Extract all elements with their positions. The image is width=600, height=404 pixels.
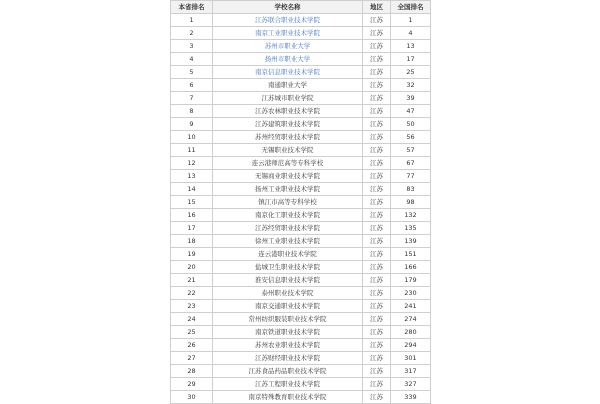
region-cell: 江苏 (363, 339, 391, 352)
table-row (171, 222, 431, 235)
table-row (171, 157, 431, 170)
rank-cell: 6 (171, 79, 213, 92)
national-rank-cell: 179 (391, 274, 431, 287)
rank-cell: 14 (171, 183, 213, 196)
region-cell: 江苏 (363, 92, 391, 105)
region-cell: 江苏 (363, 274, 391, 287)
region-cell: 江苏 (363, 14, 391, 27)
rank-cell: 17 (171, 222, 213, 235)
national-rank-cell: 132 (391, 209, 431, 222)
national-rank-cell: 301 (391, 352, 431, 365)
school-name-cell: 苏州农业职业技术学院 (213, 339, 363, 352)
rank-cell: 4 (171, 53, 213, 66)
school-name-link[interactable]: 江苏联合职业技术学院 (213, 14, 363, 27)
national-rank-cell: 50 (391, 118, 431, 131)
table-row (171, 196, 431, 209)
national-rank-cell: 77 (391, 170, 431, 183)
region-cell: 江苏 (363, 53, 391, 66)
table-row (171, 248, 431, 261)
table-row (171, 27, 431, 40)
region-cell: 江苏 (363, 378, 391, 391)
region-cell: 江苏 (363, 248, 391, 261)
national-rank-cell: 47 (391, 105, 431, 118)
table-row (171, 261, 431, 274)
school-name-cell: 泰州职业技术学院 (213, 287, 363, 300)
rank-cell: 27 (171, 352, 213, 365)
table-row (171, 131, 431, 144)
table-row (171, 53, 431, 66)
rank-cell: 13 (171, 170, 213, 183)
region-cell: 江苏 (363, 196, 391, 209)
table-row (171, 183, 431, 196)
ranking-table-container (170, 0, 430, 404)
national-rank-cell: 241 (391, 300, 431, 313)
region-cell: 江苏 (363, 183, 391, 196)
rank-cell: 26 (171, 339, 213, 352)
rank-cell: 8 (171, 105, 213, 118)
rank-cell: 20 (171, 261, 213, 274)
rank-cell: 11 (171, 144, 213, 157)
rank-cell: 7 (171, 92, 213, 105)
table-row (171, 79, 431, 92)
rank-cell: 22 (171, 287, 213, 300)
school-name-link[interactable]: 苏州市职业大学 (213, 40, 363, 53)
region-cell: 江苏 (363, 66, 391, 79)
national-rank-cell: 98 (391, 196, 431, 209)
school-name-link[interactable]: 扬州市职业大学 (213, 53, 363, 66)
national-rank-cell: 166 (391, 261, 431, 274)
national-rank-cell: 135 (391, 222, 431, 235)
table-row (171, 300, 431, 313)
national-rank-cell: 57 (391, 144, 431, 157)
school-name-cell: 扬州工业职业技术学院 (213, 183, 363, 196)
school-name-cell: 苏州经贸职业技术学院 (213, 131, 363, 144)
table-row (171, 235, 431, 248)
rank-cell: 5 (171, 66, 213, 79)
school-name-cell: 江苏建筑职业技术学院 (213, 118, 363, 131)
table-row (171, 66, 431, 79)
school-name-cell: 南通职业大学 (213, 79, 363, 92)
national-rank-cell: 83 (391, 183, 431, 196)
table-row (171, 40, 431, 53)
table-row (171, 209, 431, 222)
region-cell: 江苏 (363, 27, 391, 40)
region-cell: 江苏 (363, 391, 391, 404)
rank-cell: 23 (171, 300, 213, 313)
ranking-table (170, 0, 431, 404)
region-cell: 江苏 (363, 222, 391, 235)
table-header-row (171, 1, 431, 14)
region-cell: 江苏 (363, 144, 391, 157)
table-row (171, 14, 431, 27)
header-region: 地区 (363, 1, 391, 14)
school-name-cell: 淮安信息职业技术学院 (213, 274, 363, 287)
table-row (171, 313, 431, 326)
region-cell: 江苏 (363, 170, 391, 183)
school-name-cell: 连云港师范高等专科学校 (213, 157, 363, 170)
table-row (171, 92, 431, 105)
school-name-cell: 镇江市高等专科学校 (213, 196, 363, 209)
national-rank-cell: 280 (391, 326, 431, 339)
header-school-name: 学校名称 (213, 1, 363, 14)
school-name-cell: 江苏财经职业技术学院 (213, 352, 363, 365)
region-cell: 江苏 (363, 118, 391, 131)
region-cell: 江苏 (363, 157, 391, 170)
rank-cell: 24 (171, 313, 213, 326)
school-name-cell: 江苏农林职业技术学院 (213, 105, 363, 118)
region-cell: 江苏 (363, 79, 391, 92)
table-row (171, 326, 431, 339)
rank-cell: 18 (171, 235, 213, 248)
table-row (171, 365, 431, 378)
rank-cell: 10 (171, 131, 213, 144)
national-rank-cell: 32 (391, 79, 431, 92)
school-name-cell: 连云港职业技术学院 (213, 248, 363, 261)
school-name-cell: 盐城卫生职业技术学院 (213, 261, 363, 274)
national-rank-cell: 17 (391, 53, 431, 66)
region-cell: 江苏 (363, 287, 391, 300)
school-name-cell: 江苏工程职业技术学院 (213, 378, 363, 391)
national-rank-cell: 25 (391, 66, 431, 79)
national-rank-cell: 339 (391, 391, 431, 404)
national-rank-cell: 317 (391, 365, 431, 378)
region-cell: 江苏 (363, 131, 391, 144)
school-name-cell: 徐州工业职业技术学院 (213, 235, 363, 248)
rank-cell: 15 (171, 196, 213, 209)
school-name-cell: 南京特殊教育职业技术学院 (213, 391, 363, 404)
school-name-link[interactable]: 南京工业职业技术学院 (213, 27, 363, 40)
region-cell: 江苏 (363, 40, 391, 53)
national-rank-cell: 56 (391, 131, 431, 144)
table-row (171, 339, 431, 352)
region-cell: 江苏 (363, 365, 391, 378)
table-row (171, 105, 431, 118)
national-rank-cell: 1 (391, 14, 431, 27)
national-rank-cell: 67 (391, 157, 431, 170)
school-name-cell: 江苏城市职业学院 (213, 92, 363, 105)
school-name-cell: 江苏食品药品职业技术学院 (213, 365, 363, 378)
rank-cell: 28 (171, 365, 213, 378)
rank-cell: 25 (171, 326, 213, 339)
national-rank-cell: 230 (391, 287, 431, 300)
national-rank-cell: 294 (391, 339, 431, 352)
table-row (171, 378, 431, 391)
region-cell: 江苏 (363, 209, 391, 222)
school-name-cell: 无锡商业职业技术学院 (213, 170, 363, 183)
region-cell: 江苏 (363, 352, 391, 365)
table-row (171, 144, 431, 157)
rank-cell: 9 (171, 118, 213, 131)
table-row (171, 352, 431, 365)
region-cell: 江苏 (363, 326, 391, 339)
national-rank-cell: 39 (391, 92, 431, 105)
region-cell: 江苏 (363, 313, 391, 326)
region-cell: 江苏 (363, 105, 391, 118)
school-name-cell: 无锡职业技术学院 (213, 144, 363, 157)
table-row (171, 391, 431, 404)
table-row (171, 118, 431, 131)
rank-cell: 1 (171, 14, 213, 27)
table-row (171, 274, 431, 287)
national-rank-cell: 327 (391, 378, 431, 391)
region-cell: 江苏 (363, 235, 391, 248)
school-name-cell: 南京交通职业技术学院 (213, 300, 363, 313)
rank-cell: 12 (171, 157, 213, 170)
rank-cell: 2 (171, 27, 213, 40)
national-rank-cell: 274 (391, 313, 431, 326)
rank-cell: 3 (171, 40, 213, 53)
region-cell: 江苏 (363, 261, 391, 274)
table-body (171, 14, 431, 404)
header-national-rank: 全国排名 (391, 1, 431, 14)
school-name-cell: 常州纺织服装职业技术学院 (213, 313, 363, 326)
table-row (171, 287, 431, 300)
rank-cell: 19 (171, 248, 213, 261)
table-row (171, 170, 431, 183)
header-province-rank: 本省排名 (171, 1, 213, 14)
rank-cell: 21 (171, 274, 213, 287)
school-name-cell: 南京铁道职业技术学院 (213, 326, 363, 339)
national-rank-cell: 139 (391, 235, 431, 248)
school-name-cell: 江苏经贸职业技术学院 (213, 222, 363, 235)
region-cell: 江苏 (363, 300, 391, 313)
rank-cell: 30 (171, 391, 213, 404)
school-name-cell: 南京化工职业技术学院 (213, 209, 363, 222)
national-rank-cell: 4 (391, 27, 431, 40)
national-rank-cell: 151 (391, 248, 431, 261)
rank-cell: 16 (171, 209, 213, 222)
national-rank-cell: 13 (391, 40, 431, 53)
rank-cell: 29 (171, 378, 213, 391)
school-name-link[interactable]: 南京信息职业技术学院 (213, 66, 363, 79)
